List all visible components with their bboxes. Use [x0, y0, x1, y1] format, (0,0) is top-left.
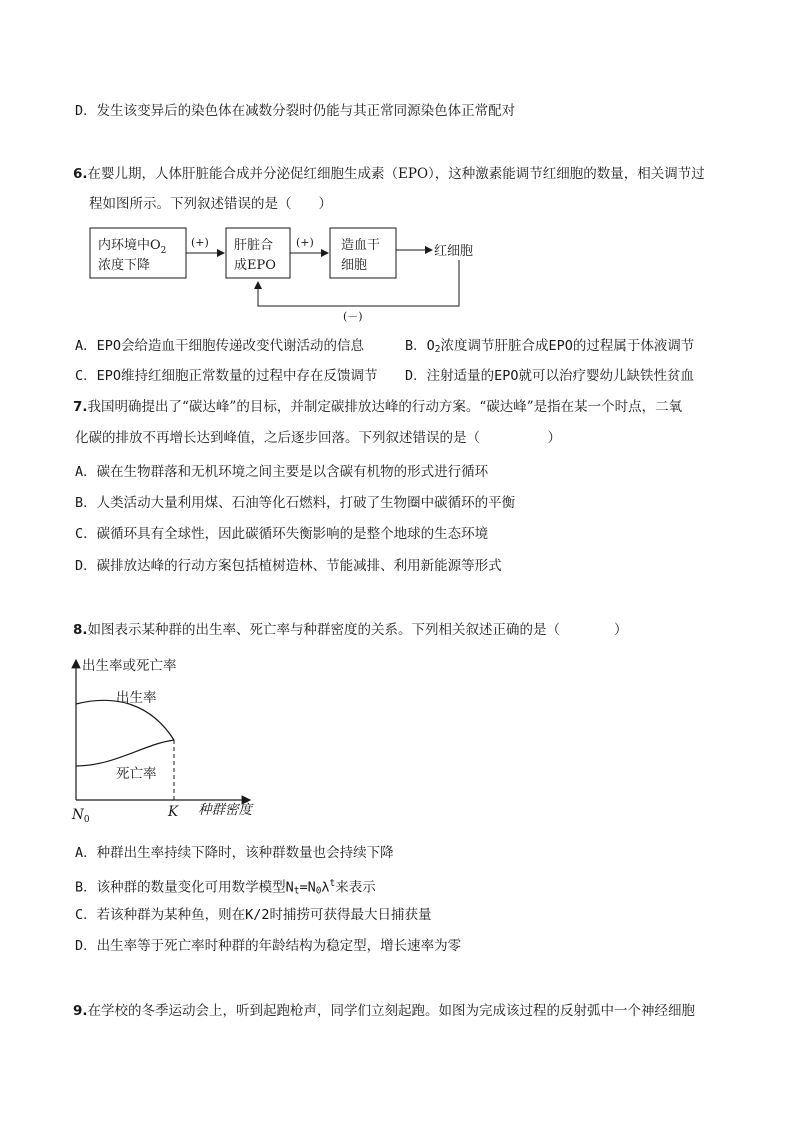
- box-stem-line1: 造血干: [341, 238, 381, 253]
- box-o2-line1: 内环境中$O_2$: [98, 238, 167, 256]
- q8-stem-text: 如图表示某种群的出生率、死亡率与种群密度的关系。下列相关叙述正确的是（ ）: [87, 622, 628, 638]
- q6-option-c: C．EPO维持红细胞正常数量的过程中存在反馈调节: [75, 368, 378, 384]
- plus-sign-2: (+): [296, 236, 314, 249]
- origin-label: $N_0$: [72, 807, 90, 825]
- x-axis-label: 种群密度: [198, 802, 252, 818]
- q9-number: 9.: [73, 1003, 88, 1019]
- minus-sign: (－): [343, 310, 363, 323]
- plus-sign-1: (+): [191, 236, 209, 249]
- box-stem-line2: 细胞: [341, 258, 368, 273]
- q5-option-d: D．发生该变异后的染色体在减数分裂时仍能与其正常同源染色体正常配对: [75, 103, 516, 119]
- q8-option-d: D．出生率等于死亡率时种群的年龄结构为稳定型，增长速率为零: [75, 938, 462, 954]
- q8-option-c: C．若该种群为某种鱼，则在K/2时捕捞可获得最大日捕获量: [75, 907, 432, 923]
- k-label: K: [168, 804, 179, 820]
- q7-number: 7.: [73, 399, 88, 415]
- q6-stem-text1: 在婴儿期，人体肝脏能合成并分泌促红细胞生成素（EPO），这种激素能调节红细胞的数量，相关调节过: [87, 166, 705, 182]
- q8-stem: [73, 620, 628, 640]
- q7-option-d: D．碳排放达峰的行动方案包括植树造林、节能减排、利用新能源等形式: [75, 558, 502, 574]
- q6-number: 6.: [73, 166, 88, 182]
- q8-population-graph: [66, 654, 276, 830]
- box-liver-line1: 肝脏合: [234, 238, 274, 253]
- death-rate-curve: [76, 740, 174, 766]
- q6-regulation-diagram: [88, 224, 508, 324]
- q7-option-b: B．人类活动大量利用煤、石油等化石燃料，打破了生物圈中碳循环的平衡: [75, 495, 516, 511]
- q9-stem-text1: 在学校的冬季运动会上，听到起跑枪声，同学们立刻起跑。如图为完成该过程的反射弧中一个神经细胞: [87, 1003, 696, 1019]
- q6-option-a: A．EPO会给造血干细胞传递改变代谢活动的信息: [75, 338, 365, 354]
- box-o2-line2: 浓度下降: [98, 258, 151, 273]
- q6-option-d: D．注射适量的EPO就可以治疗婴幼儿缺铁性贫血: [405, 368, 695, 384]
- q7-option-a: A．碳在生物群落和无机环境之间主要是以含碳有机物的形式进行循环: [75, 464, 489, 480]
- q6-stem-line1: [73, 164, 705, 184]
- birth-rate-curve: [76, 700, 174, 740]
- death-rate-label: 死亡率: [116, 766, 157, 782]
- q7-stem-text1: 我国明确提出了“碳达峰”的目标，并制定碳排放达峰的行动方案。“碳达峰”是指在某一个时点，二氧: [87, 399, 683, 415]
- q7-stem-line2: 化碳的排放不再增长达到峰值，之后逐步回落。下列叙述错误的是（ ）: [75, 430, 561, 446]
- q8-option-a: A．种群出生率持续下降时，该种群数量也会持续下降: [75, 845, 394, 861]
- q7-option-c: C．碳循环具有全球性，因此碳循环失衡影响的是整个地球的生态环境: [75, 526, 489, 542]
- birth-rate-label: 出生率: [116, 690, 157, 706]
- q9-stem-line1: [73, 1001, 695, 1021]
- y-axis-label: 出生率或死亡率: [82, 658, 177, 674]
- box-liver-line2: 成EPO: [234, 258, 276, 273]
- q8-number: 8.: [73, 622, 88, 638]
- red-blood-cell-label: 红细胞: [434, 244, 474, 259]
- q6-option-b: B．$O_2$浓度调节肝脏合成EPO的过程属于体液调节: [405, 338, 695, 355]
- q8-option-b: B．该种群的数量变化可用数学模型$N_t=N_0\lambda^t$来表示: [75, 878, 376, 897]
- q6-stem-line2: 程如图所示。下列叙述错误的是（ ）: [89, 196, 332, 212]
- q7-stem-line1: [73, 397, 682, 417]
